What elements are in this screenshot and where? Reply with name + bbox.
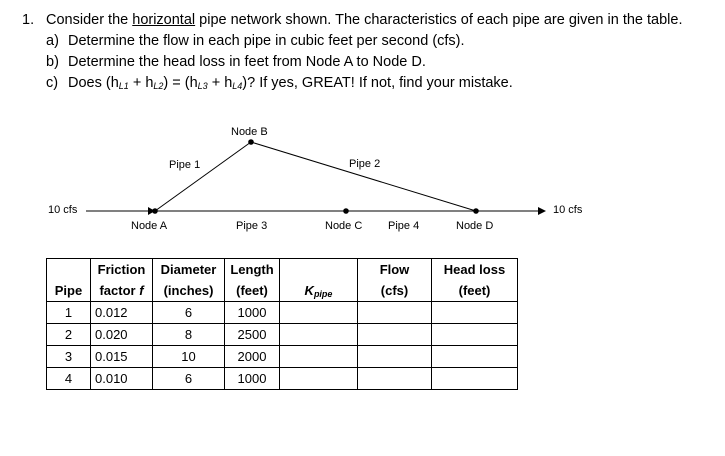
cell-pipe: 1 [47, 302, 91, 324]
header-factor-symbol: f [139, 283, 144, 298]
pipe-characteristics-table [46, 258, 518, 390]
intro-text: Consider the [46, 12, 133, 28]
part-letter: b) [46, 54, 59, 70]
cell-headloss-empty [432, 302, 518, 324]
part-letter: c) [46, 75, 59, 91]
cell-friction: 0.020 [91, 324, 153, 346]
cell-length: 1000 [225, 302, 280, 324]
header-flow-unit: (cfs) [358, 280, 432, 302]
cell-flow-empty [358, 302, 432, 324]
cell-diameter: 10 [153, 346, 225, 368]
outflow-arrowhead [538, 207, 546, 215]
header-cell: Friction [91, 259, 153, 281]
cell-pipe: 3 [47, 346, 91, 368]
header-pipe: Pipe [47, 280, 91, 302]
header-friction-factor [91, 280, 153, 302]
node-a-dot [152, 208, 158, 214]
part-text: + h [207, 75, 233, 91]
pipe4-label: Pipe 4 [388, 220, 420, 232]
part-text: + h [128, 75, 154, 91]
header-k-pipe [280, 280, 358, 302]
outflow-label: 10 cfs [553, 204, 583, 216]
part-text: Determine the flow in each pipe in cubic feet per second (cfs). [68, 33, 465, 49]
header-length-unit: (feet) [225, 280, 280, 302]
pipe1-label: Pipe 1 [169, 159, 201, 171]
cell-k-empty [280, 368, 358, 390]
problem-number: 1. [22, 12, 35, 28]
part-text: ) = (h [163, 75, 198, 91]
node-b-dot [248, 139, 254, 145]
table-header-row-1 [47, 259, 518, 281]
cell-friction: 0.012 [91, 302, 153, 324]
cell-k-empty [280, 346, 358, 368]
header-cell [280, 259, 358, 281]
cell-diameter: 8 [153, 324, 225, 346]
node-d-label: Node D [456, 220, 494, 232]
pipe2-line [251, 142, 476, 211]
pipe3-label: Pipe 3 [236, 220, 268, 232]
header-cell: Diameter [153, 259, 225, 281]
cell-flow-empty [358, 368, 432, 390]
intro-underlined: horizontal [132, 12, 196, 28]
node-a-label: Node A [131, 220, 168, 232]
cell-length: 1000 [225, 368, 280, 390]
subscript: L2 [153, 81, 164, 91]
pipe1-line [155, 142, 251, 211]
cell-k-empty [280, 302, 358, 324]
header-cell: Head loss [432, 259, 518, 281]
header-cell: Flow [358, 259, 432, 281]
cell-k-empty [280, 324, 358, 346]
cell-headloss-empty [432, 368, 518, 390]
node-c-dot [343, 208, 349, 214]
subscript: L3 [197, 81, 208, 91]
node-b-label: Node B [231, 126, 268, 138]
table-row [47, 368, 518, 390]
cell-friction: 0.015 [91, 346, 153, 368]
table-row [47, 324, 518, 346]
cell-flow-empty [358, 324, 432, 346]
header-headloss-unit: (feet) [432, 280, 518, 302]
node-d-dot [473, 208, 479, 214]
part-text: Does (h [68, 75, 119, 91]
part-text: )? If yes, GREAT! If not, find your mistake. [242, 75, 513, 91]
header-k-subscript: pipe [313, 288, 333, 299]
node-c-label: Node C [325, 220, 363, 232]
header-factor-text: factor [99, 283, 140, 298]
table-header-row-2 [47, 280, 518, 302]
subscript: L1 [118, 81, 129, 91]
header-k-symbol: K [304, 282, 314, 298]
cell-headloss-empty [432, 324, 518, 346]
table-row [47, 302, 518, 324]
intro-text-end: pipe network shown. The characteristics of each pipe are given in the table. [195, 12, 683, 28]
pipe2-label: Pipe 2 [349, 158, 381, 170]
header-diameter-unit: (inches) [153, 280, 225, 302]
header-cell [47, 259, 91, 281]
part-letter: a) [46, 33, 59, 49]
part-text: Determine the head loss in feet from Node A to Node D. [68, 54, 426, 70]
cell-friction: 0.010 [91, 368, 153, 390]
cell-headloss-empty [432, 346, 518, 368]
cell-pipe: 2 [47, 324, 91, 346]
inflow-label: 10 cfs [48, 204, 78, 216]
table-row [47, 346, 518, 368]
cell-pipe: 4 [47, 368, 91, 390]
cell-length: 2500 [225, 324, 280, 346]
cell-diameter: 6 [153, 368, 225, 390]
subscript: L4 [232, 81, 243, 91]
cell-flow-empty [358, 346, 432, 368]
header-cell: Length [225, 259, 280, 281]
cell-length: 2000 [225, 346, 280, 368]
cell-diameter: 6 [153, 302, 225, 324]
